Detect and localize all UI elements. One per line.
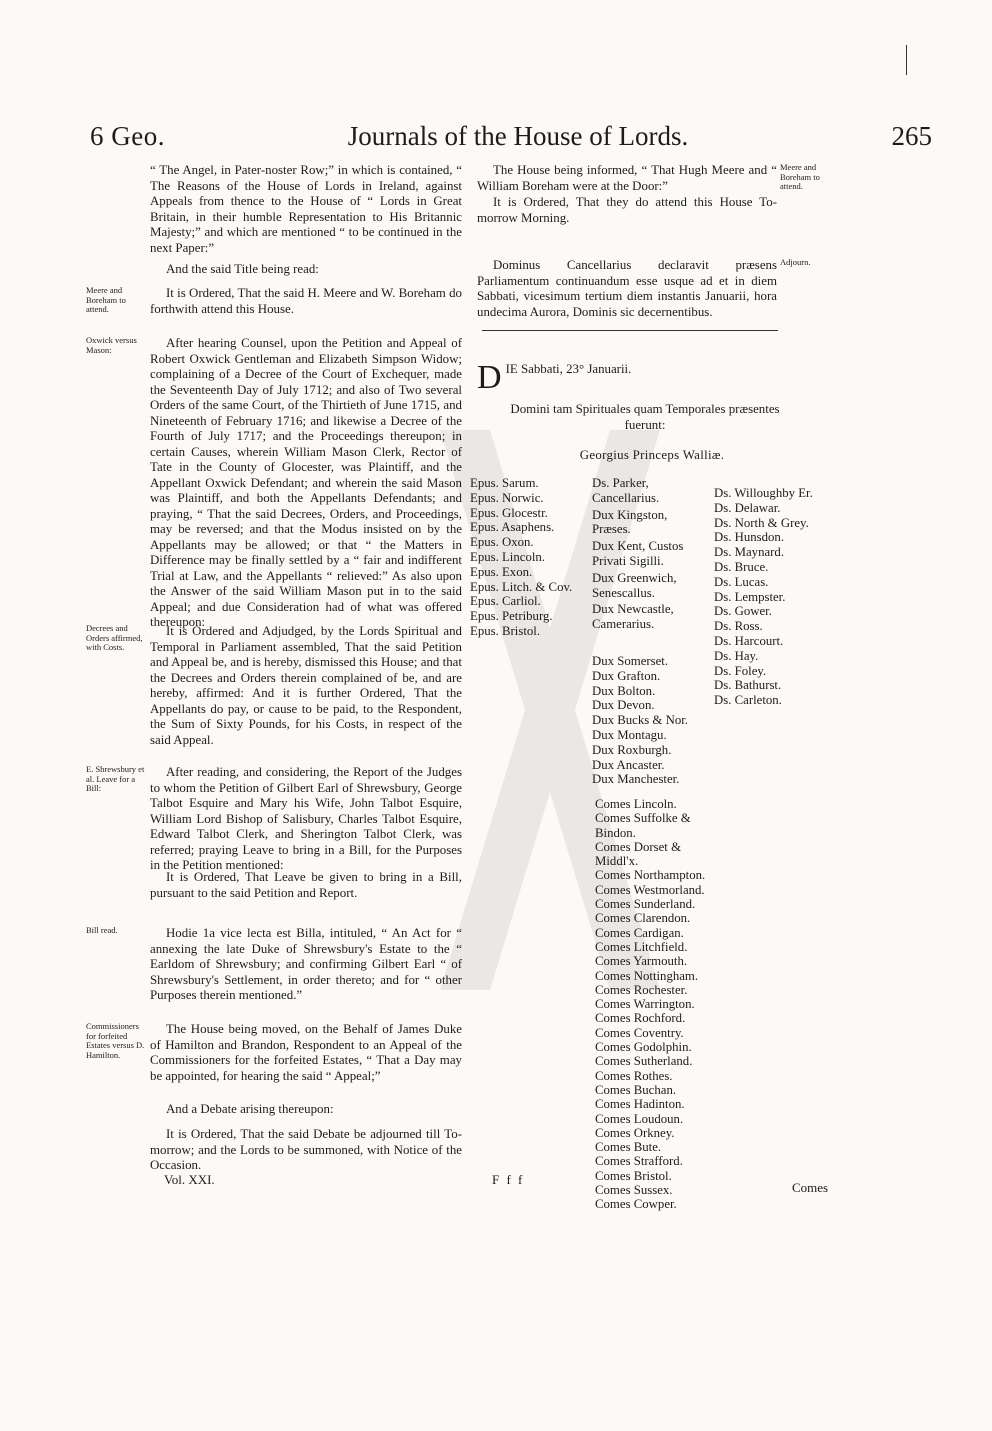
list-item: Ds. Harcourt. xyxy=(714,633,784,648)
list-item: Comes Strafford. xyxy=(595,1154,683,1169)
list-item: Comes Hadinton. xyxy=(595,1097,685,1112)
list-item: Ds. Hay. xyxy=(714,648,759,663)
scan-mark xyxy=(906,45,907,75)
running-head-left: 6 Geo. xyxy=(90,121,165,151)
list-item: Dux Ancaster. xyxy=(592,757,665,772)
page-number: 265 xyxy=(891,121,932,151)
list-item: Comes Sunderland. xyxy=(595,897,696,912)
list-item: Ds. Foley. xyxy=(714,663,767,678)
dukes-list xyxy=(592,654,708,787)
margin-note-bill: Bill read. xyxy=(86,925,118,935)
bill-read-paragraph: Hodie 1a vice lecta est Billa, intituled, “ An Act for “ annexing the late Duke of Shrewsbury's Estate to the “ Earldom of Shrewsbury; and confirming Gilbert Earl “ of Shrewsbury's Settlement, in order thereto; and for “ other Purposes therein mentioned.” xyxy=(150,926,462,1002)
list-item: Dux Newcastle, Camerarius. xyxy=(592,602,674,632)
list-item: Epus. Norwic. xyxy=(470,490,544,505)
margin-note-meere-right: Meere and Boreham to attend. xyxy=(780,162,820,191)
date-drop-initial: D xyxy=(477,359,502,396)
list-item: Comes Litchfield. xyxy=(595,939,688,954)
leave-bill-order: It is Ordered, That Leave be given to bring in a Bill, pursuant to the said Petition and Report. xyxy=(150,870,462,900)
officers-list xyxy=(592,476,708,632)
list-item: Comes Dorset & Middl'x. xyxy=(595,839,682,869)
session-date xyxy=(477,359,777,396)
list-item: Comes Clarendon. xyxy=(595,911,691,926)
margin-note-decrees: Decrees and Orders affirmed, with Costs. xyxy=(86,623,143,652)
list-item: Comes Sussex. xyxy=(595,1183,673,1198)
list-item: Comes Yarmouth. xyxy=(595,954,688,969)
list-item: Comes Bristol. xyxy=(595,1168,672,1183)
list-item: Comes Westmorland. xyxy=(595,882,705,897)
list-item: Comes Coventry. xyxy=(595,1025,684,1040)
margin-note-shrewsbury: E. Shrewsbury et al. Leave for a Bill: xyxy=(86,764,145,793)
list-item: Ds. Ross. xyxy=(714,619,763,634)
list-item: Comes Cowper. xyxy=(595,1197,677,1212)
prince-line: Georgius Princeps Walliæ. xyxy=(579,448,725,462)
list-item: Comes Rothes. xyxy=(595,1068,673,1083)
barons-list xyxy=(714,486,824,708)
list-item: Dux Bolton. xyxy=(592,683,656,698)
list-item: Epus. Litch. & Cov. xyxy=(470,579,573,594)
list-item: Comes Warrington. xyxy=(595,997,695,1012)
list-item: Ds. Gower. xyxy=(714,604,772,619)
volume-label: Vol. XXI. xyxy=(164,1172,215,1187)
list-item: Comes Lincoln. xyxy=(595,797,677,811)
list-item: Epus. Sarum. xyxy=(470,476,539,490)
list-item: Ds. Lempster. xyxy=(714,589,786,604)
list-item: Ds. Maynard. xyxy=(714,545,785,560)
list-item: Comes Northampton. xyxy=(595,868,706,883)
intro-paragraph: “ The Angel, in Pater-noster Row;” in which is contained, “ The Reasons of the House of Lords in Ireland, against Appeals from thence to the House of “ Lords in Great Britain, in their humble Representation to His Britannic Majesty;” and which are mentioned “ to be continued in the next Paper:” xyxy=(150,163,462,255)
list-item: Comes Suffolke & Bindon. xyxy=(595,811,691,840)
list-item: Dux Montagu. xyxy=(592,727,667,742)
list-item: Dux Roxburgh. xyxy=(592,742,672,757)
list-item: Comes Buchan. xyxy=(595,1082,677,1097)
list-item: Dux Kent, Custos Privati Sigilli. xyxy=(592,539,684,568)
list-item: Ds. Hunsdon. xyxy=(714,530,785,545)
list-item: Ds. Willoughby Er. xyxy=(714,486,813,500)
list-item: Dux Greenwich, Senescallus. xyxy=(592,570,677,600)
catchword: Comes xyxy=(792,1180,829,1195)
title-read-line: And the said Title being read: xyxy=(166,262,319,276)
list-item: Epus. Asaphens. xyxy=(470,520,555,535)
adjourn-order-paragraph: It is Ordered, That the said Debate be adjourned till To-morrow; and the Lords to be summoned, with Notice of the Occasion. xyxy=(150,1127,462,1172)
running-head-title: Journals of the House of Lords. xyxy=(347,121,689,151)
list-item: Ds. Bruce. xyxy=(714,559,769,574)
list-item: Comes Cardigan. xyxy=(595,925,684,940)
present-heading: Domini tam Spirituales quam Temporales præsentes fuerunt: xyxy=(510,402,780,432)
list-item: Ds. Parker, Cancellarius. xyxy=(592,476,660,505)
list-item: Dux Manchester. xyxy=(592,772,680,787)
list-item: Ds. Delawar. xyxy=(714,500,781,515)
date-text: IE Sabbati, 23° Januarii. xyxy=(505,362,632,376)
list-item: Comes Rochester. xyxy=(595,982,688,997)
list-item: Epus. Bristol. xyxy=(470,623,541,638)
earls-list xyxy=(595,797,711,1212)
list-item: Comes Godolphin. xyxy=(595,1040,692,1055)
debate-line: And a Debate arising thereupon: xyxy=(166,1102,334,1116)
list-item: Comes Sutherland. xyxy=(595,1054,693,1069)
list-item: Comes Nottingham. xyxy=(595,968,699,983)
bishops-list xyxy=(470,476,590,639)
order-meere-attend: It is Ordered, That the said H. Meere and W. Boreham do forthwith attend this House. xyxy=(150,286,462,316)
list-item: Epus. Petriburg. xyxy=(470,609,553,624)
list-item: Comes Orkney. xyxy=(595,1125,675,1140)
margin-note-meere: Meere and Boreham to attend. xyxy=(86,285,126,314)
hamilton-motion-paragraph: The House being moved, on the Behalf of James Duke of Hamilton and Brandon, Respondent to an Appeal of the Commissioners for the forfeited Estates, “ That a Day may be appointed, for hearing the said “ Appeal;” xyxy=(150,1022,462,1083)
signature-mark: F f f xyxy=(492,1172,525,1187)
shrewsbury-report-paragraph: After reading, and considering, the Report of the Judges to whom the Petition of Gilbert Earl of Shrewsbury, George Talbot Esquire and Mary his Wife, John Talbot Esquire, William Lord Bishop of Salisbury, Charles Talbot Esquire, Edward Talbot Clerk, and Sherington Talbot Clerk, was referred; praying Leave to bring in a Bill, for the Purposes in the Petition mentioned: xyxy=(150,765,462,872)
list-item: Ds. Bathurst. xyxy=(714,678,782,693)
adjournment-latin-paragraph: Dominus Cancellarius declaravit præsens Parliamentum continuandum esse usque ad et in diem Sabbati, vicesimum tertium diem instantis Januarii, hora undecima Aurora, Dominis sic decernentibus. xyxy=(477,258,777,319)
oxwick-petition-paragraph: After hearing Counsel, upon the Petition and Appeal of Robert Oxwick Gentleman and Elizabeth Simpson Widow; complaining of a Decree of the Court of Exchequer, made the Seventeenth Day of July 1712; and also of Two several Orders of the same Court, of the Thirtieth of June 1715, and Nineteenth of February 1716; and likewise a Decree of the Fourth of July 1717; and the Proceedings thereupon; in certain Causes, wherein William Mason Clerk, Rector of Tate in the County of Glocester, was Plaintiff, and the Appellant Oxwick Defendant; and wherein the said Mason was Plaintiff, and both the Appellants Defendants; and praying, “ That the said Decrees, Orders, and Proceedings, may be reversed; and that the Modus insisted on by the Appellants may be allowed; or that “ the Matters in Difference may be finally settled by a “ fair and indifferent Trial at Law, and the Appellants “ relieved:” As also upon the Answer of the said William Mason put in to the said Appeal; and due Consideration had of what was offered thereupon: xyxy=(150,336,462,629)
house-informed-paragraph: The House being informed, “ That Hugh Meere and “ William Boreham were at the Door:” xyxy=(477,163,777,193)
margin-note-adjourn: Adjourn. xyxy=(780,257,811,267)
list-item: Epus. Carliol. xyxy=(470,594,541,609)
list-item: Dux Kingston, Præses. xyxy=(592,507,668,537)
section-rule xyxy=(482,330,778,331)
margin-note-oxwick: Oxwick versus Mason: xyxy=(86,335,137,355)
list-item: Dux Grafton. xyxy=(592,668,661,683)
list-item: Dux Somerset. xyxy=(592,654,669,668)
attend-order-paragraph: It is Ordered, That they do attend this House To-morrow Morning. xyxy=(477,195,777,225)
list-item: Comes Loudoun. xyxy=(595,1111,684,1126)
list-item: Ds. Lucas. xyxy=(714,574,769,589)
list-item: Comes Rochford. xyxy=(595,1011,686,1026)
list-item: Ds. North & Grey. xyxy=(714,515,809,530)
list-item: Ds. Carleton. xyxy=(714,693,782,708)
margin-note-commissioners: Commissioners for forfeited Estates versus D. Hamilton. xyxy=(86,1021,145,1060)
decree-order-paragraph: It is Ordered and Adjudged, by the Lords Spiritual and Temporal in Parliament assembled, That the said Petition and Appeal be, and is hereby, dismissed this House; and that the Decrees and Orders therein complained of be, and are hereby, affirmed: And it is further Ordered, That the Appellants do pay, or cause to be paid, to the Respondent, the Sum of Sixty Pounds, for his Costs, in respect of the said Appeal. xyxy=(150,624,462,747)
list-item: Dux Devon. xyxy=(592,698,655,713)
list-item: Dux Bucks & Nor. xyxy=(592,713,688,728)
list-item: Epus. Lincoln. xyxy=(470,549,545,564)
list-item: Epus. Oxon. xyxy=(470,535,534,550)
list-item: Epus. Glocestr. xyxy=(470,505,548,520)
list-item: Comes Bute. xyxy=(595,1140,662,1155)
list-item: Epus. Exon. xyxy=(470,564,533,579)
